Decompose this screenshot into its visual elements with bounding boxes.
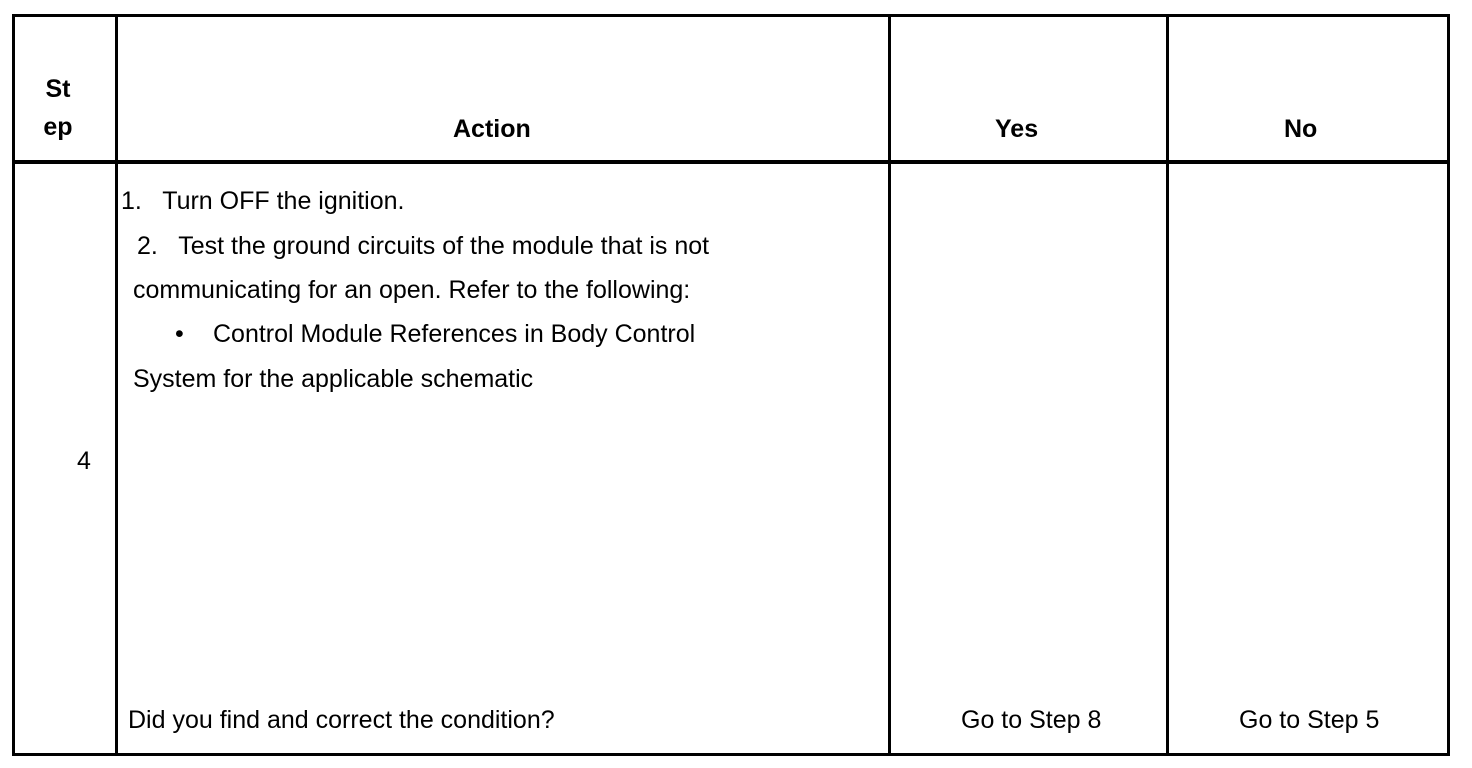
- action-line-5: System for the applicable schematic: [133, 365, 534, 393]
- column-divider-yes: [1166, 17, 1169, 753]
- header-divider: [15, 160, 1447, 164]
- column-divider-action: [888, 17, 891, 753]
- header-yes: Yes: [995, 115, 1039, 143]
- header-step-line1: St: [45, 75, 71, 103]
- header-step-line2: ep: [43, 113, 73, 141]
- bullet-marker: •: [175, 320, 184, 348]
- action-line-3: communicating for an open. Refer to the following:: [133, 276, 691, 304]
- action-line-2: 2. Test the ground circuits of the module that is not: [137, 232, 710, 260]
- action-line-1: 1. Turn OFF the ignition.: [121, 187, 405, 215]
- no-outcome: Go to Step 5: [1239, 706, 1380, 734]
- row-step-number: 4: [77, 447, 91, 475]
- column-divider-step: [115, 17, 118, 753]
- header-step: [8, 70, 108, 146]
- header-action: Action: [453, 115, 531, 143]
- header-no: No: [1284, 115, 1318, 143]
- action-line-4: Control Module References in Body Control: [213, 320, 696, 348]
- yes-outcome: Go to Step 8: [961, 706, 1102, 734]
- action-question: Did you find and correct the condition?: [128, 706, 555, 734]
